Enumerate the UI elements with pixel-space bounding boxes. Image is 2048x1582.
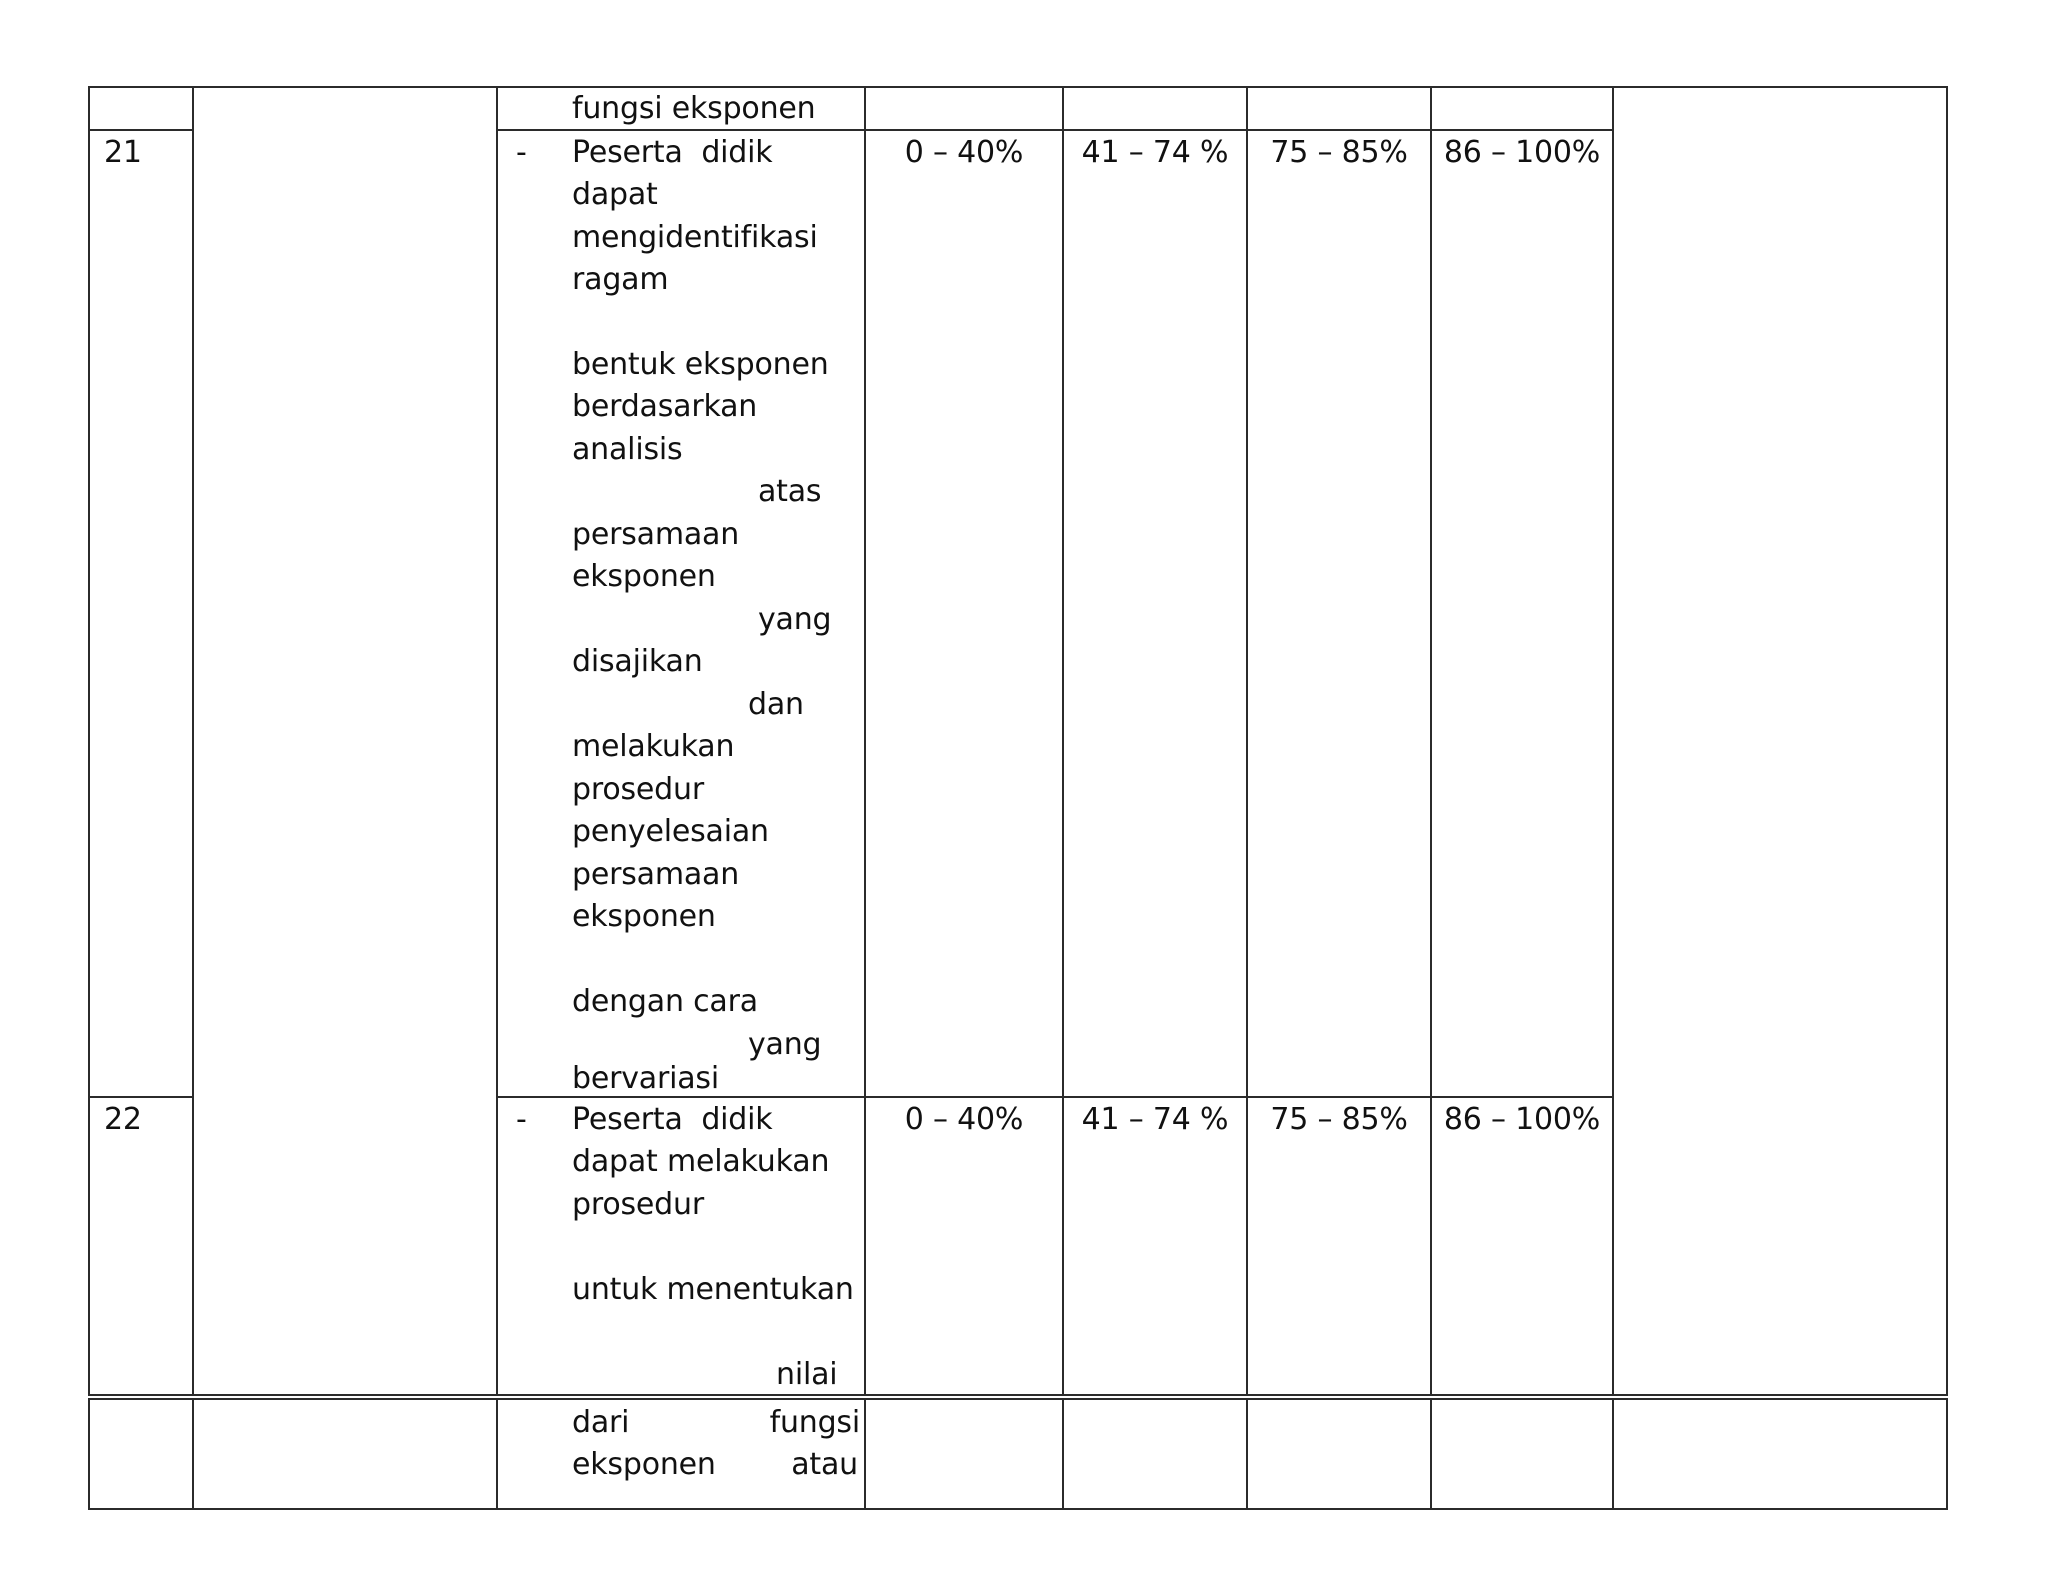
score-range: 86 – 100% [1443, 135, 1601, 170]
indicator-line: Peserta didik [572, 135, 773, 170]
indicator-line: dan [748, 687, 804, 722]
column-divider [1612, 1398, 1614, 1510]
column-divider [1430, 1398, 1432, 1510]
indicator-line: ragam [572, 262, 669, 297]
table-border-top [88, 86, 1948, 88]
row-divider-21-22 [88, 1096, 192, 1098]
column-divider [864, 86, 866, 1396]
indicator-line: dapat [572, 177, 658, 212]
column-divider [1246, 1398, 1248, 1510]
indicator-line: dapat melakukan [572, 1144, 830, 1179]
column-divider [864, 1398, 866, 1510]
indicator-line: eksponen [572, 1447, 716, 1482]
indicator-line: persamaan [572, 517, 740, 552]
table-border-left [88, 86, 90, 1396]
indicator-line: eksponen [572, 559, 716, 594]
indicator-line: yang [758, 602, 832, 637]
column-divider [192, 86, 194, 1396]
table-border-bottom [88, 1394, 1948, 1396]
table-border-right [1946, 1398, 1948, 1510]
indicator-line: fungsi [769, 1405, 860, 1440]
column-divider [192, 1398, 194, 1510]
indicator-line: melakukan [572, 729, 735, 764]
table-border-bottom [88, 1508, 1948, 1510]
score-range: 0 – 40% [904, 135, 1024, 170]
indicator-line: bentuk eksponen [572, 347, 829, 382]
score-range: 0 – 40% [904, 1102, 1024, 1137]
score-range: 41 – 74 % [1081, 1102, 1229, 1137]
score-range: 75 – 85% [1270, 135, 1408, 170]
column-divider [1430, 86, 1432, 1396]
column-divider [496, 1398, 498, 1510]
indicator-line: disajikan [572, 644, 703, 679]
bullet-dash: - [516, 1102, 527, 1137]
indicator-line: atau [791, 1447, 858, 1482]
indicator-line: dengan cara [572, 984, 758, 1019]
row-divider-cont [88, 129, 192, 131]
row-number: 22 [104, 1102, 142, 1137]
indicator-line: prosedur [572, 772, 704, 807]
score-range: 75 – 85% [1270, 1102, 1408, 1137]
column-divider [1062, 1398, 1064, 1510]
bullet-dash: - [516, 135, 527, 170]
indicator-line: analisis [572, 432, 683, 467]
indicator-line: prosedur [572, 1187, 704, 1222]
indicator-line: Peserta didik [572, 1102, 773, 1137]
table-border-left [88, 1398, 90, 1510]
indicator-line: atas [758, 474, 822, 509]
indicator-line: dari [572, 1405, 630, 1440]
score-range: 41 – 74 % [1081, 135, 1229, 170]
column-divider [496, 86, 498, 1396]
indicator-text: fungsi eksponen [572, 91, 816, 126]
indicator-line: berdasarkan [572, 389, 758, 424]
indicator-line: mengidentifikasi [572, 220, 818, 255]
column-divider [1246, 86, 1248, 1396]
indicator-line: nilai [776, 1357, 838, 1392]
indicator-line: eksponen [572, 899, 716, 934]
column-divider [1612, 86, 1614, 1396]
score-range: 86 – 100% [1443, 1102, 1601, 1137]
row-number: 21 [104, 135, 142, 170]
indicator-line: untuk menentukan [572, 1272, 854, 1307]
table-border-top [88, 1398, 1948, 1400]
table-border-right [1946, 86, 1948, 1396]
column-divider [1062, 86, 1064, 1396]
indicator-line: bervariasi [572, 1061, 719, 1096]
indicator-line: penyelesaian [572, 814, 769, 849]
indicator-line: yang [748, 1027, 822, 1062]
indicator-line: persamaan [572, 857, 740, 892]
